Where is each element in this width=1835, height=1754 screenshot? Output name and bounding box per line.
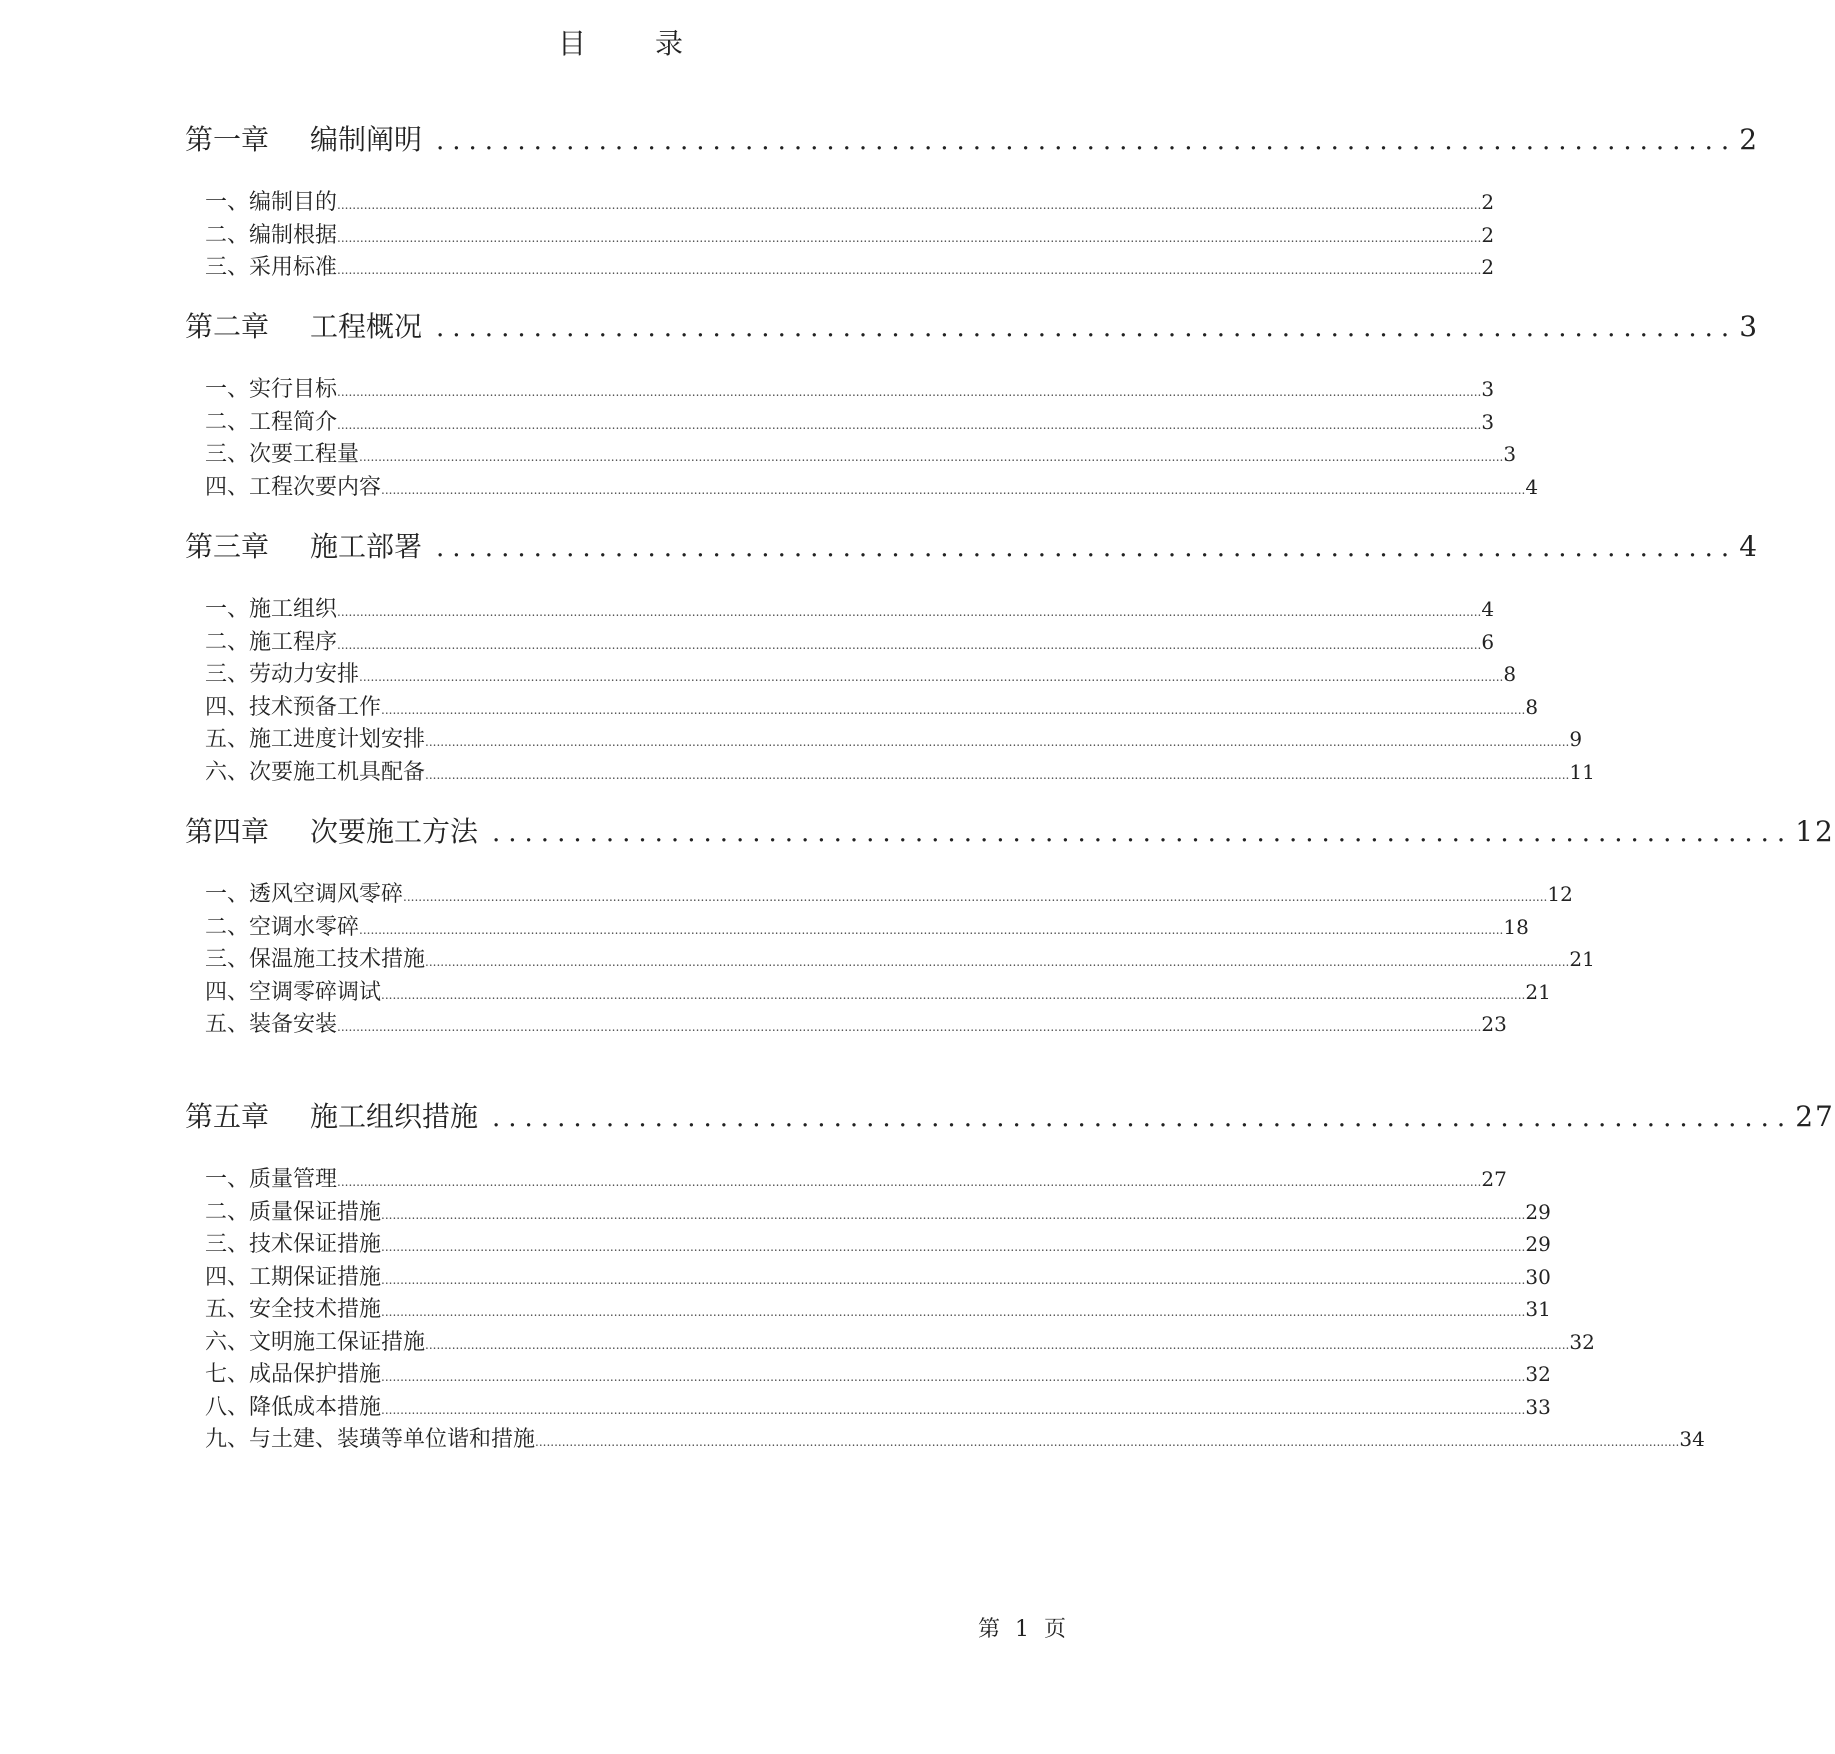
- page-number: 第 1 页: [978, 1617, 1070, 1642]
- section-entry: [205, 372, 1495, 402]
- section-title: 四、工程次要内容: [205, 474, 382, 500]
- dot-leader: ............................................................................................................................................................................................................................................................................................................: [359, 450, 1504, 464]
- section-title: 九、与土建、装璜等单位谐和措施: [205, 1427, 536, 1452]
- section-entry: [205, 1227, 1551, 1257]
- chapter-number: 第五章: [185, 1100, 270, 1133]
- dot-leader: ............................................................................................................................................................................................................................................................................................................: [337, 230, 1482, 245]
- section-page-number: 9: [1569, 727, 1583, 751]
- dot-leader: ............................................................................................................................................................................................................................................................................................................: [337, 637, 1482, 652]
- toc-title: 目 录: [558, 27, 713, 60]
- chapter-entry: [185, 1095, 1835, 1135]
- dot-leader: ................................................................................: [492, 1103, 1794, 1133]
- section-page-number: 33: [1525, 1394, 1551, 1419]
- section-entry: [205, 690, 1539, 720]
- section-entry: [205, 657, 1517, 687]
- chapter-page-number: 12: [1795, 815, 1835, 848]
- chapter-page-number: 2: [1739, 123, 1760, 156]
- section-entry: [205, 1390, 1551, 1420]
- chapter-title: 次要施工方法: [310, 815, 479, 848]
- section-title: 七、成品保护措施: [205, 1362, 382, 1387]
- section-entry: [205, 437, 1517, 467]
- dot-leader: ................................................................................: [492, 818, 1794, 848]
- dot-leader: ................................................................................: [436, 533, 1738, 563]
- dot-leader: ............................................................................................................................................................................................................................................................................................................: [381, 1272, 1526, 1287]
- section-title: 八、降低成本措施: [205, 1394, 382, 1420]
- section-entry: [205, 722, 1583, 752]
- dot-leader: ............................................................................................................................................................................................................................................................................................................: [337, 263, 1482, 277]
- section-entry: [205, 877, 1573, 907]
- chapter-entry: [185, 810, 1835, 850]
- section-page-number: 32: [1569, 1329, 1595, 1354]
- section-page-number: 27: [1481, 1167, 1507, 1191]
- section-page-number: 29: [1525, 1199, 1551, 1224]
- section-page-number: 8: [1503, 662, 1517, 686]
- dot-leader: ............................................................................................................................................................................................................................................................................................................: [425, 955, 1570, 969]
- chapter-number: 第三章: [185, 530, 270, 563]
- section-title: 一、编制目的: [205, 190, 338, 215]
- section-entry: [205, 755, 1595, 785]
- section-page-number: 11: [1569, 759, 1595, 784]
- section-page-number: 32: [1525, 1362, 1551, 1386]
- section-title: 三、劳动力安排: [205, 662, 360, 687]
- chapter-page-number: 27: [1795, 1100, 1835, 1133]
- section-page-number: 12: [1547, 882, 1573, 906]
- dot-leader: ............................................................................................................................................................................................................................................................................................................: [337, 1175, 1482, 1189]
- section-title: 二、空调水零碎: [205, 914, 360, 940]
- dot-leader: ............................................................................................................................................................................................................................................................................................................: [381, 1207, 1526, 1222]
- section-title: 六、文明施工保证措施: [205, 1329, 426, 1355]
- section-title: 四、空调零碎调试: [205, 979, 382, 1005]
- section-page-number: 21: [1525, 979, 1551, 1004]
- section-entry: [205, 1292, 1551, 1322]
- chapter-entry: [185, 118, 1760, 158]
- dot-leader: ............................................................................................................................................................................................................................................................................................................: [337, 605, 1482, 619]
- dot-leader: ............................................................................................................................................................................................................................................................................................................: [381, 482, 1526, 497]
- chapter-page-number: 4: [1739, 530, 1760, 563]
- section-page-number: 3: [1503, 442, 1517, 466]
- section-page-number: 3: [1481, 409, 1495, 434]
- section-entry: [205, 942, 1595, 972]
- section-title: 一、实行目标: [205, 377, 338, 402]
- section-title: 一、透风空调风零碎: [205, 882, 404, 907]
- section-page-number: 3: [1481, 377, 1495, 401]
- section-page-number: 6: [1481, 629, 1495, 654]
- section-title: 五、安全技术措施: [205, 1297, 382, 1322]
- section-title: 二、质量保证措施: [205, 1199, 382, 1225]
- dot-leader: ................................................................................: [436, 313, 1738, 343]
- dot-leader: ............................................................................................................................................................................................................................................................................................................: [381, 1240, 1526, 1254]
- dot-leader: ................................................................................: [436, 126, 1738, 156]
- section-title: 二、工程简介: [205, 409, 338, 435]
- section-entry: [205, 218, 1495, 248]
- section-title: 二、编制根据: [205, 222, 338, 248]
- section-page-number: 31: [1525, 1297, 1551, 1321]
- section-title: 二、施工程序: [205, 629, 338, 655]
- chapter-entry: [185, 305, 1760, 345]
- section-entry: [205, 910, 1529, 940]
- chapter-page-number: 3: [1739, 310, 1760, 343]
- section-page-number: 21: [1569, 947, 1595, 971]
- section-title: 五、装备安装: [205, 1012, 338, 1037]
- section-entry: [205, 592, 1495, 622]
- chapter-title: 施工组织措施: [310, 1100, 479, 1133]
- chapter-title: 施工部署: [310, 530, 423, 563]
- dot-leader: ............................................................................................................................................................................................................................................................................................................: [381, 1370, 1526, 1384]
- section-title: 四、技术预备工作: [205, 694, 382, 720]
- section-entry: [205, 625, 1495, 655]
- dot-leader: ............................................................................................................................................................................................................................................................................................................: [381, 702, 1526, 717]
- chapter-title: 编制阐明: [310, 123, 423, 156]
- section-entry: [205, 1007, 1507, 1037]
- dot-leader: ............................................................................................................................................................................................................................................................................................................: [337, 417, 1482, 432]
- dot-leader: ............................................................................................................................................................................................................................................................................................................: [381, 987, 1526, 1002]
- section-title: 六、次要施工机具配备: [205, 759, 426, 785]
- section-title: 三、采用标准: [205, 255, 338, 280]
- dot-leader: ............................................................................................................................................................................................................................................................................................................: [359, 922, 1504, 937]
- section-page-number: 8: [1525, 694, 1539, 719]
- section-page-number: 2: [1481, 255, 1495, 279]
- section-page-number: 23: [1481, 1012, 1507, 1036]
- section-title: 五、施工进度计划安排: [205, 727, 426, 752]
- chapter-number: 第二章: [185, 310, 270, 343]
- section-entry: [205, 975, 1551, 1005]
- dot-leader: ............................................................................................................................................................................................................................................................................................................: [425, 1337, 1570, 1352]
- section-title: 三、次要工程量: [205, 442, 360, 467]
- section-title: 一、质量管理: [205, 1167, 338, 1192]
- section-page-number: 29: [1525, 1232, 1551, 1256]
- dot-leader: ............................................................................................................................................................................................................................................................................................................: [337, 198, 1482, 212]
- section-page-number: 18: [1503, 914, 1529, 939]
- section-entry: [205, 470, 1539, 500]
- dot-leader: ............................................................................................................................................................................................................................................................................................................: [337, 1020, 1482, 1034]
- section-page-number: 2: [1481, 190, 1495, 214]
- dot-leader: ............................................................................................................................................................................................................................................................................................................: [381, 1402, 1526, 1417]
- section-title: 四、工期保证措施: [205, 1264, 382, 1290]
- section-entry: [205, 1195, 1551, 1225]
- section-entry: [205, 185, 1495, 215]
- section-page-number: 34: [1679, 1427, 1705, 1451]
- section-page-number: 30: [1525, 1264, 1551, 1289]
- section-entry: [205, 1357, 1551, 1387]
- dot-leader: ............................................................................................................................................................................................................................................................................................................: [425, 735, 1570, 749]
- section-entry: [205, 1162, 1507, 1192]
- chapter-number: 第一章: [185, 123, 270, 156]
- dot-leader: ............................................................................................................................................................................................................................................................................................................: [359, 670, 1504, 684]
- dot-leader: ............................................................................................................................................................................................................................................................................................................: [337, 385, 1482, 399]
- section-entry: [205, 1260, 1551, 1290]
- section-title: 一、施工组织: [205, 597, 338, 622]
- section-entry: [205, 250, 1495, 280]
- section-page-number: 2: [1481, 222, 1495, 247]
- section-title: 三、保温施工技术措施: [205, 947, 426, 972]
- section-entry: [205, 1325, 1595, 1355]
- section-page-number: 4: [1525, 474, 1539, 499]
- chapter-title: 工程概况: [310, 310, 423, 343]
- section-entry: [205, 1422, 1705, 1452]
- chapter-number: 第四章: [185, 815, 270, 848]
- dot-leader: ............................................................................................................................................................................................................................................................................................................: [535, 1435, 1680, 1449]
- dot-leader: ............................................................................................................................................................................................................................................................................................................: [425, 767, 1570, 782]
- dot-leader: ............................................................................................................................................................................................................................................................................................................: [381, 1305, 1526, 1319]
- section-title: 三、技术保证措施: [205, 1232, 382, 1257]
- section-entry: [205, 405, 1495, 435]
- chapter-entry: [185, 525, 1760, 565]
- section-page-number: 4: [1481, 597, 1495, 621]
- dot-leader: ............................................................................................................................................................................................................................................................................................................: [403, 890, 1548, 904]
